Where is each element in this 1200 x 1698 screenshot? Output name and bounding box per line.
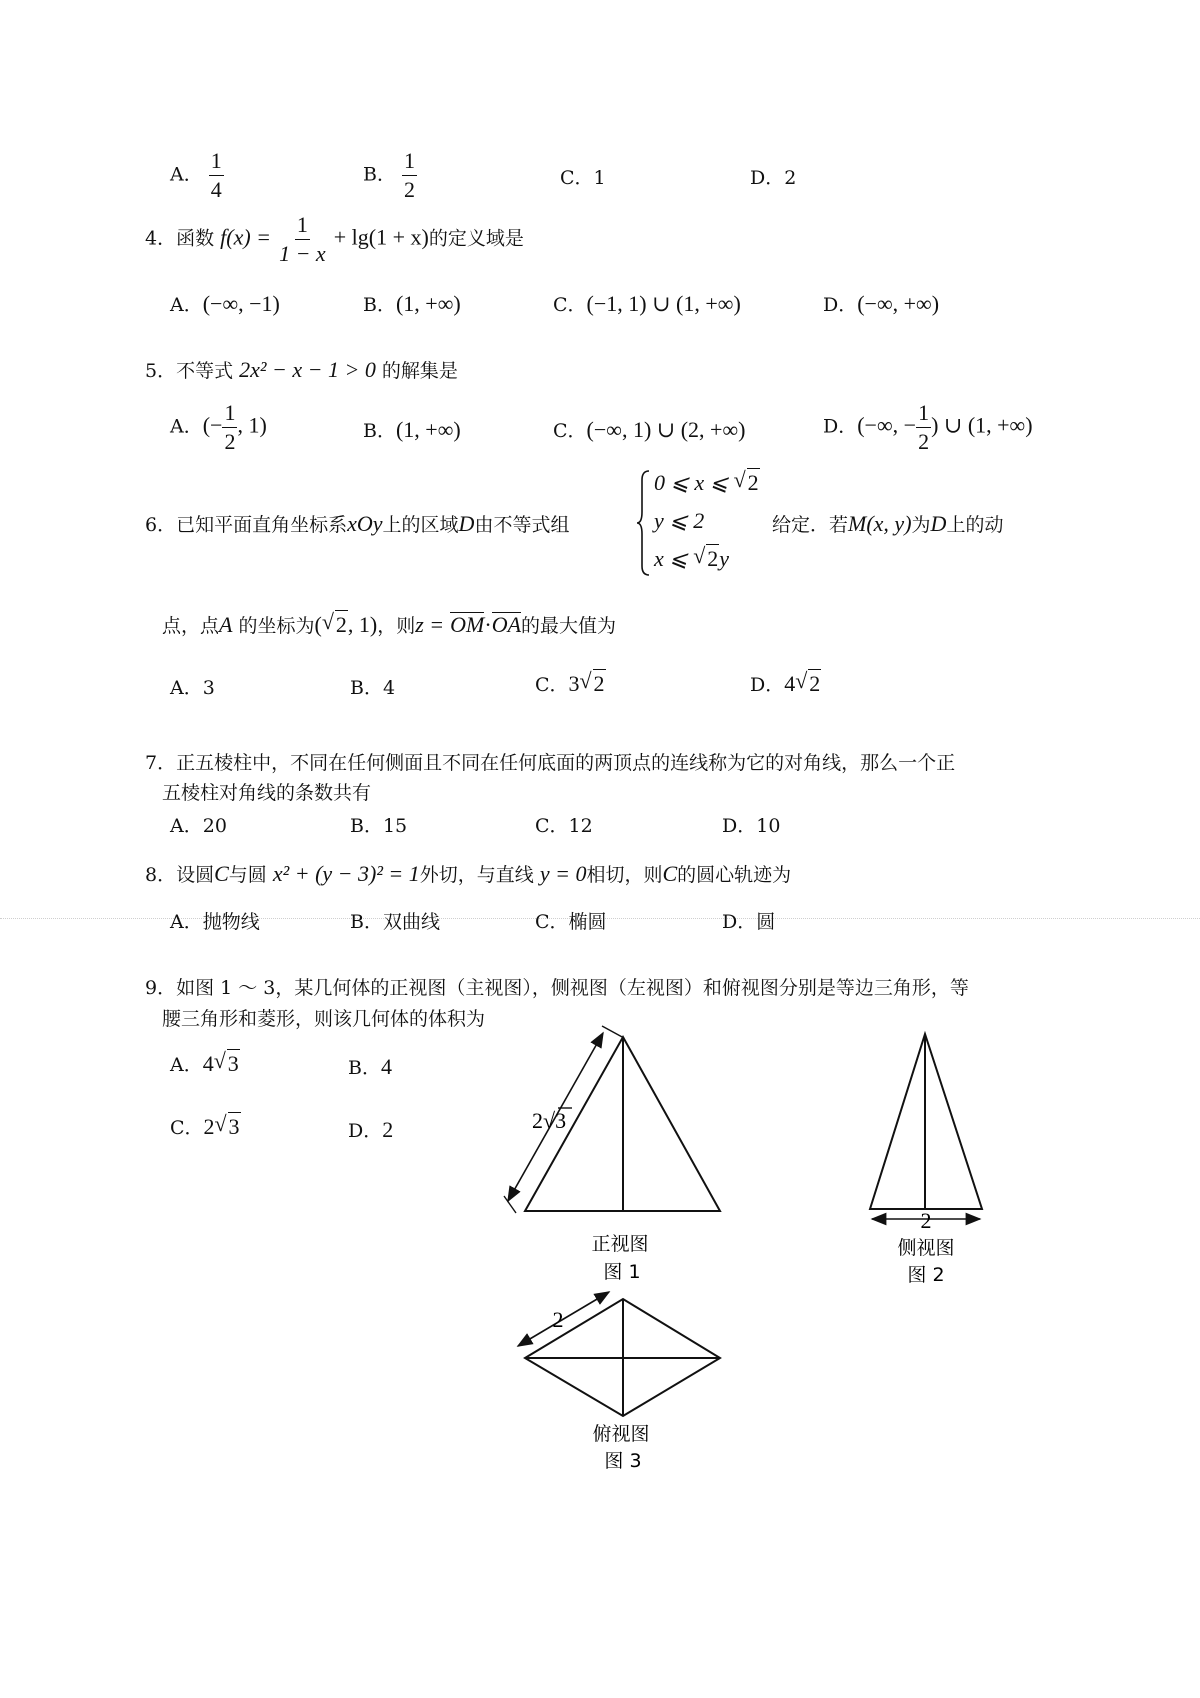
option-letter: C．: [560, 167, 594, 189]
radicand: 3: [227, 1051, 239, 1076]
option-value: 2: [382, 1117, 394, 1142]
stem-text: 给定．若: [772, 514, 849, 536]
denominator: 1 − x: [279, 241, 326, 266]
figure-caption: 俯视图: [592, 1423, 650, 1445]
dimension-radicand: 3: [555, 1108, 567, 1133]
math-expression: x² + (y − 3)² = 1: [272, 861, 420, 886]
math-expression: y: [719, 546, 729, 571]
figure-caption: 侧视图: [897, 1237, 955, 1259]
coefficient: 3: [568, 671, 580, 696]
stem-text: 外切，与直线: [419, 864, 534, 886]
numerator: 1: [222, 402, 237, 428]
math-expression: xOy: [347, 511, 383, 536]
figure-1-front-view: [504, 1026, 720, 1283]
math-expression: (−∞, −: [857, 412, 917, 438]
option-letter: B．: [363, 163, 396, 186]
option-letter: C．: [170, 1117, 204, 1139]
math-expression: y = 0: [539, 861, 587, 886]
option-value: 抛物线: [202, 911, 260, 933]
option-value: (−∞, +∞): [857, 291, 940, 316]
stem-text: 不等式: [176, 360, 234, 382]
option-value: (−1, 1) ∪ (1, +∞): [586, 291, 741, 316]
option-value: 3: [202, 677, 215, 699]
stem-text: 的坐标为: [238, 615, 315, 637]
stem-text: 与圆: [228, 864, 267, 886]
option-letter: A．: [170, 163, 203, 186]
dimension-label: 2: [920, 1208, 932, 1233]
option-letter: D．: [823, 415, 858, 438]
stem-text: 点，点: [162, 615, 220, 637]
option-letter: D．: [722, 911, 757, 933]
option-letter: D．: [750, 167, 785, 189]
radicand: 2: [593, 671, 605, 696]
question-number: 6．: [145, 514, 177, 536]
option-value: 1: [593, 167, 606, 189]
stem-text: 的定义域是: [428, 227, 524, 250]
denominator: 2: [404, 177, 416, 202]
figure-label: 图 3: [604, 1450, 642, 1472]
stem-text: 为: [911, 514, 931, 536]
dimension-coef: 2: [532, 1108, 543, 1133]
option-letter: D．: [722, 815, 757, 837]
dimension-label: 2: [552, 1307, 564, 1332]
extension-line: [602, 1026, 624, 1038]
stem-text: 如图 1 ～ 3，某几何体的正视图（主视图），侧视图（左视图）和俯视图分别是等边三角形，等: [176, 977, 969, 999]
stem-text: 的圆心轨迹为: [677, 864, 792, 886]
stem-text: 上的动: [946, 514, 1004, 536]
math-expression: , 1): [347, 612, 378, 637]
coefficient: 4: [202, 1051, 214, 1076]
option-letter: A．: [170, 1054, 203, 1076]
numerator: 1: [209, 150, 224, 176]
stem-text: 函数: [176, 227, 215, 250]
question-number: 4．: [145, 227, 177, 250]
option-letter: C．: [535, 815, 569, 837]
option-value: (−∞, 1) ∪ (2, +∞): [586, 417, 746, 442]
figure-label: 图 2: [907, 1264, 945, 1286]
option-letter: D．: [750, 674, 785, 696]
option-letter: B．: [350, 911, 383, 933]
option-letter: A．: [170, 911, 203, 933]
math-expression: y ⩽ 2: [654, 508, 705, 533]
denominator: 2: [224, 429, 236, 454]
radical-sign: √: [579, 668, 592, 693]
radicand: 2: [335, 612, 347, 637]
option-value: (1, +∞): [395, 417, 461, 442]
denominator: 4: [210, 177, 222, 202]
option-value: 20: [202, 815, 227, 837]
stem-text: 腰三角形和菱形，则该几何体的体积为: [162, 1008, 486, 1030]
stem-text: 正五棱柱中，不同在任何侧面且不同在任何底面的两顶点的连线称为它的对角线，那么一个正: [176, 752, 956, 774]
vector-om: OM: [450, 612, 485, 637]
radical-sign: √: [795, 668, 808, 693]
vector-oa: OA: [491, 612, 522, 637]
stem-text: 已知平面直角坐标系: [176, 514, 348, 536]
option-letter: C．: [553, 420, 587, 442]
stem-text: 由不等式组: [474, 514, 570, 536]
math-expression: (: [314, 612, 322, 637]
radical-sign: √: [733, 467, 746, 492]
radicand: 2: [809, 671, 821, 696]
math-expression: C: [662, 861, 678, 886]
dot-operator: ·: [484, 612, 492, 637]
math-expression: D: [458, 511, 475, 536]
stem-text: ，则: [377, 615, 416, 637]
denominator: 2: [918, 429, 930, 454]
dimension-label: [532, 1108, 566, 1133]
option-letter: C．: [535, 911, 569, 933]
math-expression: D: [930, 511, 947, 536]
math-expression: z =: [415, 612, 445, 637]
radical-sign: √: [213, 1048, 226, 1073]
option-value: (1, +∞): [395, 291, 461, 316]
figure-caption: 正视图: [591, 1233, 649, 1255]
stem-text: 相切，则: [586, 864, 663, 886]
option-letter: D．: [348, 1120, 383, 1142]
stem-text: 五棱柱对角线的条数共有: [162, 782, 372, 804]
numerator: 1: [295, 214, 310, 240]
radical-sign: √: [214, 1111, 227, 1136]
option-letter: B．: [350, 677, 383, 699]
option-value: 12: [568, 815, 593, 837]
option-letter: B．: [363, 294, 396, 316]
option-letter: A．: [170, 677, 203, 699]
math-expression: x ⩽: [654, 546, 694, 571]
question-number: 9．: [145, 977, 177, 999]
math-expression: 2x² − x − 1 > 0: [239, 357, 376, 382]
option-letter: D．: [823, 294, 858, 316]
option-value: 4: [382, 677, 396, 699]
radical-sign: √: [321, 609, 334, 634]
dimension-arrow: [518, 1292, 609, 1346]
math-expression: , 1): [237, 412, 267, 438]
math-expression: f(x) =: [220, 224, 272, 250]
option-letter: B．: [350, 815, 383, 837]
option-value: 圆: [756, 911, 776, 933]
option-value: 15: [382, 815, 408, 837]
option-letter: B．: [363, 420, 396, 442]
coefficient: 2: [203, 1114, 215, 1139]
figure-2-side-view: [870, 1034, 982, 1286]
option-letter: C．: [535, 674, 569, 696]
option-value: 双曲线: [382, 911, 440, 933]
option-letter: B．: [348, 1057, 381, 1079]
stem-text: 上的区域: [382, 514, 459, 536]
question-number: 7．: [145, 752, 177, 774]
math-expression: + lg(1 + x): [333, 224, 429, 250]
coefficient: 4: [784, 671, 796, 696]
math-expression: A: [219, 612, 233, 637]
radicand: 2: [707, 546, 719, 571]
option-letter: A．: [170, 415, 203, 438]
option-letter: C．: [553, 294, 587, 316]
math-expression: M(x, y): [848, 511, 912, 536]
option-value: (−∞, −1): [202, 291, 280, 316]
math-expression: (−: [202, 412, 223, 438]
question-number: 8．: [145, 864, 177, 886]
radical-sign: √: [543, 1108, 556, 1133]
option-value: 2: [784, 167, 797, 189]
radical-sign: √: [693, 543, 706, 568]
stem-text: 设圆: [176, 864, 215, 886]
option-value: 4: [380, 1054, 392, 1079]
option-value: 椭圆: [568, 911, 607, 933]
figure-3-top-view: [518, 1292, 720, 1472]
figure-label: 图 1: [603, 1261, 641, 1283]
option-letter: A．: [170, 815, 203, 837]
radicand: 2: [747, 470, 759, 495]
math-expression: C: [214, 861, 229, 886]
numerator: 1: [916, 402, 931, 428]
radicand: 3: [228, 1114, 240, 1139]
option-value: 10: [756, 815, 781, 837]
option-letter: A．: [170, 294, 203, 316]
question-number: 5．: [145, 360, 177, 382]
stem-text: 的解集是: [381, 360, 458, 382]
numerator: 1: [402, 150, 417, 176]
stem-text: 的最大值为: [521, 615, 617, 637]
math-expression: ) ∪ (1, +∞): [931, 412, 1033, 438]
math-expression: 0 ⩽ x ⩽: [654, 470, 734, 495]
